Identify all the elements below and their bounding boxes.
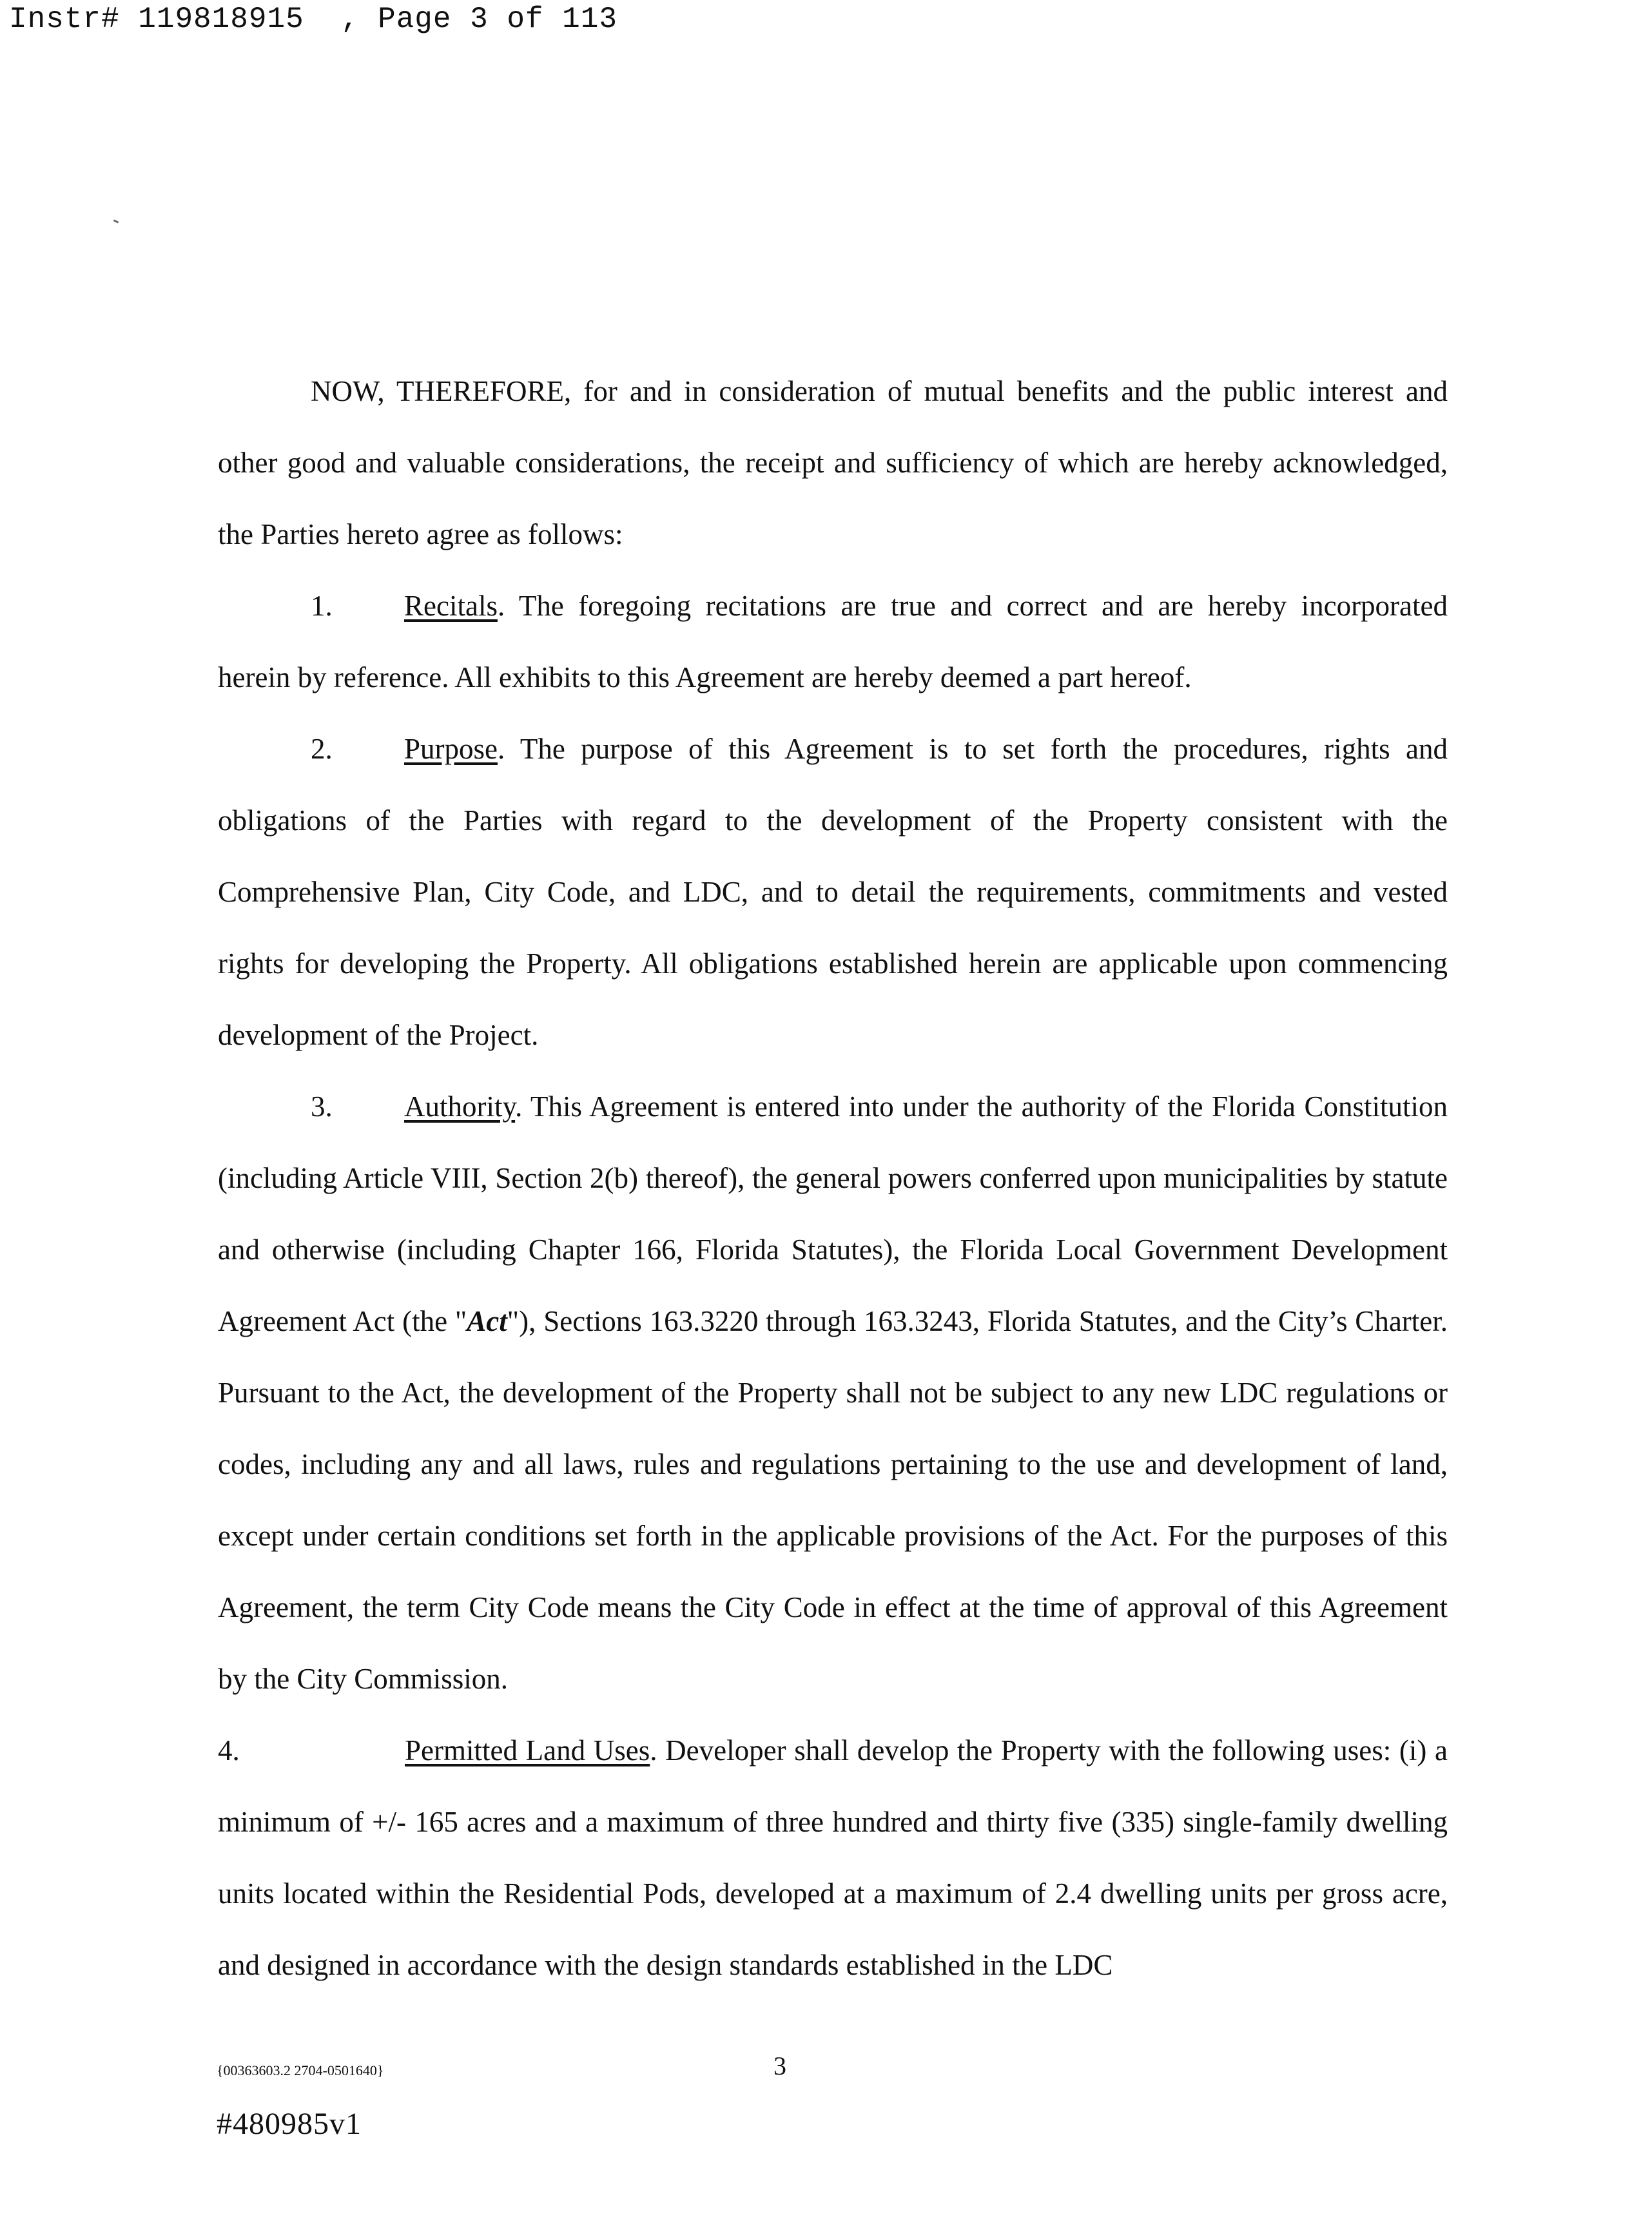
section-text: . Developer shall develop the Property with the following uses: (i) a minimum of +/- 165 acres and a maximum of three hundred and thirty five (335) single-family dwelling units located within the Residential Pods, developed at a maximum of 2.4 dwelling units per gross acre, and designed in accordance with the design standards established in the LDC bbox=[218, 1734, 1448, 1981]
section-heading: Recitals bbox=[404, 590, 498, 622]
section-heading: Authority bbox=[404, 1090, 516, 1123]
section-recitals bbox=[218, 570, 1448, 713]
footer-file-code: {00363603.2 2704-0501640} bbox=[217, 2062, 384, 2078]
section-authority bbox=[218, 1071, 1448, 1715]
section-heading: Permitted Land Uses bbox=[405, 1734, 650, 1766]
section-text: . The foregoing recitations are true and correct and are hereby incorporated herein by reference. All exhibits to this Agreement are hereby deemed a part hereof. bbox=[218, 590, 1448, 693]
page-number: 3 bbox=[773, 2051, 786, 2080]
defined-term-act: Act bbox=[467, 1305, 507, 1337]
section-number: 3. bbox=[311, 1090, 333, 1123]
section-number: 2. bbox=[311, 733, 333, 765]
instrument-header: Instr# 119818915 , Page 3 of 113 bbox=[9, 3, 617, 36]
section-text-after: "), Sections 163.3220 through 163.3243, Florida Statutes, and the City’s Charter. Pursuant to the Act, the development of the Property shall not be subject to any new LDC regulations or codes, including any and all laws, rules and regulations pertaining to the use and development of land, except under certain conditions set forth in the applicable provisions of the Act. For the purposes of this Agreement, the term City Code means the City Code in effect at the time of approval of this Agreement by the City Commission. bbox=[218, 1305, 1448, 1695]
document-body bbox=[218, 356, 1448, 2001]
section-number: 4. bbox=[218, 1734, 240, 1766]
section-purpose bbox=[218, 713, 1448, 1071]
stray-scan-mark bbox=[113, 219, 119, 223]
section-number: 1. bbox=[311, 590, 333, 622]
document-id: #480985v1 bbox=[217, 2107, 362, 2141]
section-permitted-land-uses bbox=[218, 1715, 1448, 2001]
intro-paragraph: NOW, THEREFORE, for and in consideration of mutual benefits and the public interest and other good and valuable considerations, the receipt and sufficiency of which are hereby acknowledged, the Parties hereto agree as follows: bbox=[218, 375, 1448, 550]
section-text: . The purpose of this Agreement is to set forth the procedures, rights and obligations of the Parties with regard to the development of the Property consistent with the Comprehensive Plan, City Code, and LDC, and to detail the requirements, commitments and vested rights for developing the Property. All obligations established herein are applicable upon commencing development of the Project. bbox=[218, 733, 1448, 1051]
section-text-before: . This Agreement is entered into under the authority of the Florida Constitution (including Article VIII, Section 2(b) thereof), the general powers conferred upon municipalities by statute and otherwise (including Chapter 166, Florida Statutes), the Florida Local Government Development Agreement Act (the " bbox=[218, 1090, 1448, 1337]
section-heading: Purpose bbox=[404, 733, 498, 765]
